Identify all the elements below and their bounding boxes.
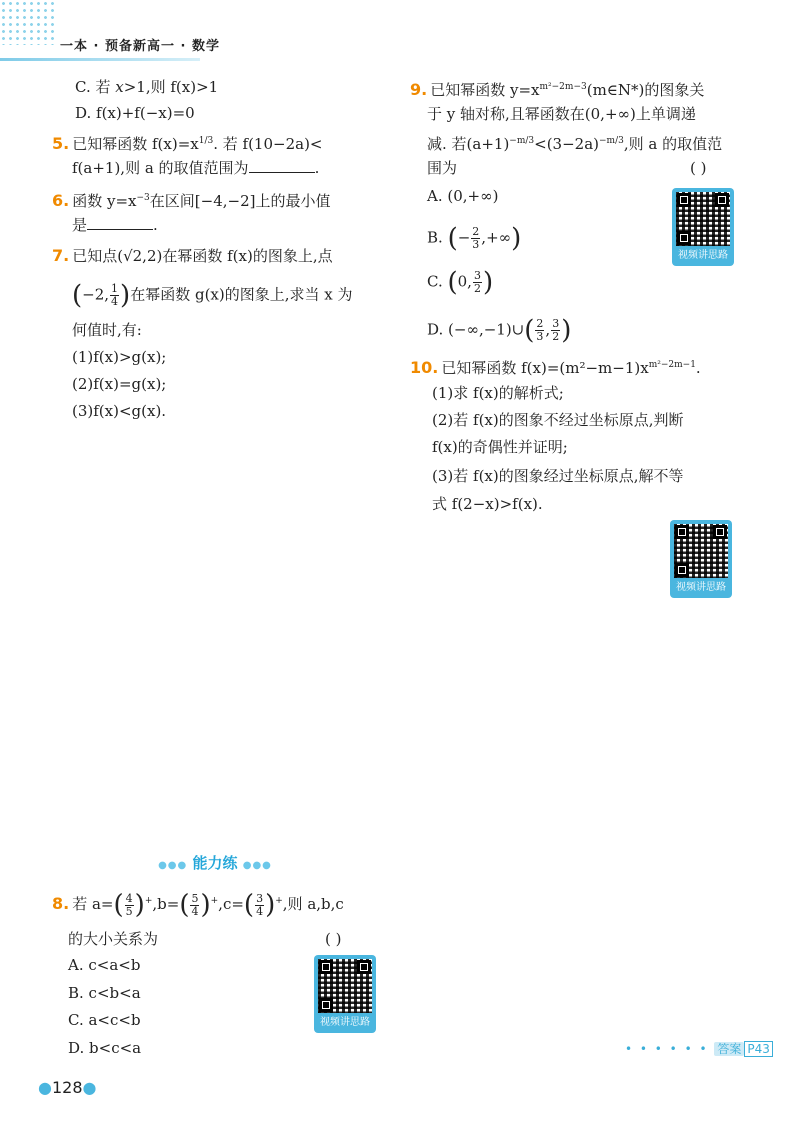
section-label: 能力练 <box>192 854 238 872</box>
q6-text1b: 在区间[−4,−2]上的最小值 <box>149 192 331 210</box>
q10-number: 10. <box>410 358 439 377</box>
q8-frac-b: $\frac{5}{4}$ <box>191 891 199 918</box>
q5-exponent: 1/3 <box>198 136 214 146</box>
q6-end: . <box>153 216 158 234</box>
q8-option-c[interactable]: C. a<c<b <box>68 1011 141 1029</box>
q9-line2: 于 y 轴对称,且幂函数在(0,+∞)上单调递 <box>427 105 696 123</box>
q5-text2: f(a+1),则 a 的取值范围为 <box>72 159 249 177</box>
q7-line2 <box>72 280 353 311</box>
q9-option-a[interactable]: A. (0,+∞) <box>427 187 499 205</box>
q8-mid1: ,b= <box>152 895 180 913</box>
q6-line1 <box>52 188 330 211</box>
q8-number: 8. <box>52 894 70 913</box>
qr-code-q9[interactable] <box>672 188 734 266</box>
qr-label: 视频讲思路 <box>676 582 726 593</box>
q8-frac-a: $\frac{4}{5}$ <box>125 891 133 918</box>
q8-option-d[interactable]: D. b<c<a <box>68 1039 142 1057</box>
q8-line1: 8. 若 a=( $\frac{4}{5}$ )+,b=( $\frac{5}{4}$ )+,c=( $\frac{3}{4}$ )+,则 a,b,c <box>52 890 344 920</box>
paren-open: ( <box>72 280 83 311</box>
q10-part2b: f(x)的奇偶性并证明; <box>432 438 568 456</box>
q9-exponent: m²−2m−3 <box>539 82 587 92</box>
q7-number: 7. <box>52 246 70 265</box>
q8-post: ,则 a,b,c <box>282 895 344 913</box>
q9-option-d[interactable]: D. (−∞,−1)∪( $\frac{2}{3}$ , $\frac{3}{2}$ ) <box>427 315 572 346</box>
q5-answer-blank[interactable] <box>249 158 315 173</box>
q10-part2: (2)若 f(x)的图象不经过坐标原点,判断 <box>432 411 684 429</box>
qr-label: 视频讲思路 <box>678 250 728 261</box>
answer-reference[interactable]: • • • • • • 答案 P43 <box>625 1040 773 1057</box>
q9-option-c[interactable]: C. (0, $\frac{3}{2}$ ) <box>427 267 494 298</box>
q10-line1: 10. 已知幂函数 $f(x)=(m^2-m-1)x^{m^2-2m-1}$. <box>410 358 701 377</box>
q6-line2 <box>72 215 158 235</box>
q8-frac-c: $\frac{3}{4}$ <box>256 891 264 918</box>
q7-fraction: $\frac{1}{4}$ <box>111 282 119 308</box>
q9-line3: 减. 若$(a+1)^{-m/3}<(3-2a)^{-m/3}$,则 a 的取值范 <box>427 135 723 153</box>
q8-option-b[interactable]: B. c<b<a <box>68 984 141 1002</box>
page-number-text: 128 <box>51 1078 83 1097</box>
q9-line1 <box>410 77 704 100</box>
q10-part3b: 式 f(2−x)>f(x). <box>432 495 543 513</box>
q4c-var: x <box>115 78 124 96</box>
q7-text1: 已知点(√2,2)在幂函数 f(x)的图象上,点 <box>72 247 333 265</box>
q8-line2: 的大小关系为 <box>68 930 159 948</box>
q5-number: 5. <box>52 134 70 153</box>
q10-part3: (3)若 f(x)的图象经过坐标原点,解不等 <box>432 467 684 485</box>
q9-text1b: (m∈N*)的图象关 <box>586 81 705 99</box>
q7-line1 <box>52 246 333 266</box>
q5-text1: 已知幂函数 f(x)=x <box>72 135 199 153</box>
q5-line2 <box>72 158 319 178</box>
section-title: ●●● 能力练 ●●● <box>158 854 272 872</box>
q6-number: 6. <box>52 191 70 210</box>
decorative-dot-grid <box>0 0 55 45</box>
answer-page: P43 <box>744 1041 773 1057</box>
page-header: 一本 · 预备新高一 · 数学 <box>60 39 220 54</box>
q6-exponent: −3 <box>136 193 150 203</box>
q9-number: 9. <box>410 80 428 99</box>
q9-text1: 已知幂函数 y=x <box>430 81 540 99</box>
q7-part1: (1)f(x)>g(x); <box>72 348 167 366</box>
q9-line4: 围为 <box>427 159 458 177</box>
qr-code-q10[interactable] <box>670 520 732 598</box>
answer-tag: 答案 <box>714 1042 744 1056</box>
q6-answer-blank[interactable] <box>87 215 153 230</box>
q10-part1: (1)求 f(x)的解析式; <box>432 384 564 402</box>
paren-close: ) <box>120 280 131 311</box>
q6-text1: 函数 y=x <box>72 192 137 210</box>
q9-answer-bracket[interactable]: ( ) <box>690 159 707 177</box>
q7-part3: (3)f(x)<g(x). <box>72 402 167 420</box>
q8-option-a[interactable]: A. c<a<b <box>68 956 141 974</box>
page-number: ●128● <box>38 1078 97 1097</box>
q7-part2: (2)f(x)=g(x); <box>72 375 167 393</box>
q7-point: −2, <box>82 285 110 304</box>
q6-text2: 是 <box>72 216 88 234</box>
q4c-label: C. 若 <box>75 78 116 96</box>
q5-text1b: . 若 f(10−2a)< <box>213 135 323 153</box>
qr-code-q8[interactable] <box>314 955 376 1033</box>
q7-text2: 在幂函数 g(x)的图象上,求当 x 为 <box>130 285 353 304</box>
q7-line3: 何值时,有: <box>72 321 142 339</box>
q8-mid2: ,c= <box>218 895 244 913</box>
q4-option-c <box>75 77 218 97</box>
q4c-rest: >1,则 f(x)>1 <box>123 78 219 96</box>
q8-pre: 若 a= <box>72 895 114 913</box>
q5-line1 <box>52 131 323 154</box>
q5-end: . <box>314 159 320 177</box>
q4-option-d: D. f(x)+f(−x)=0 <box>75 104 195 122</box>
qr-label: 视频讲思路 <box>320 1017 370 1028</box>
q8-answer-bracket[interactable]: ( ) <box>325 930 342 948</box>
q9-option-b[interactable]: B. (− $\frac{2}{3}$ ,+∞) <box>427 223 522 254</box>
header-underline <box>0 58 200 61</box>
